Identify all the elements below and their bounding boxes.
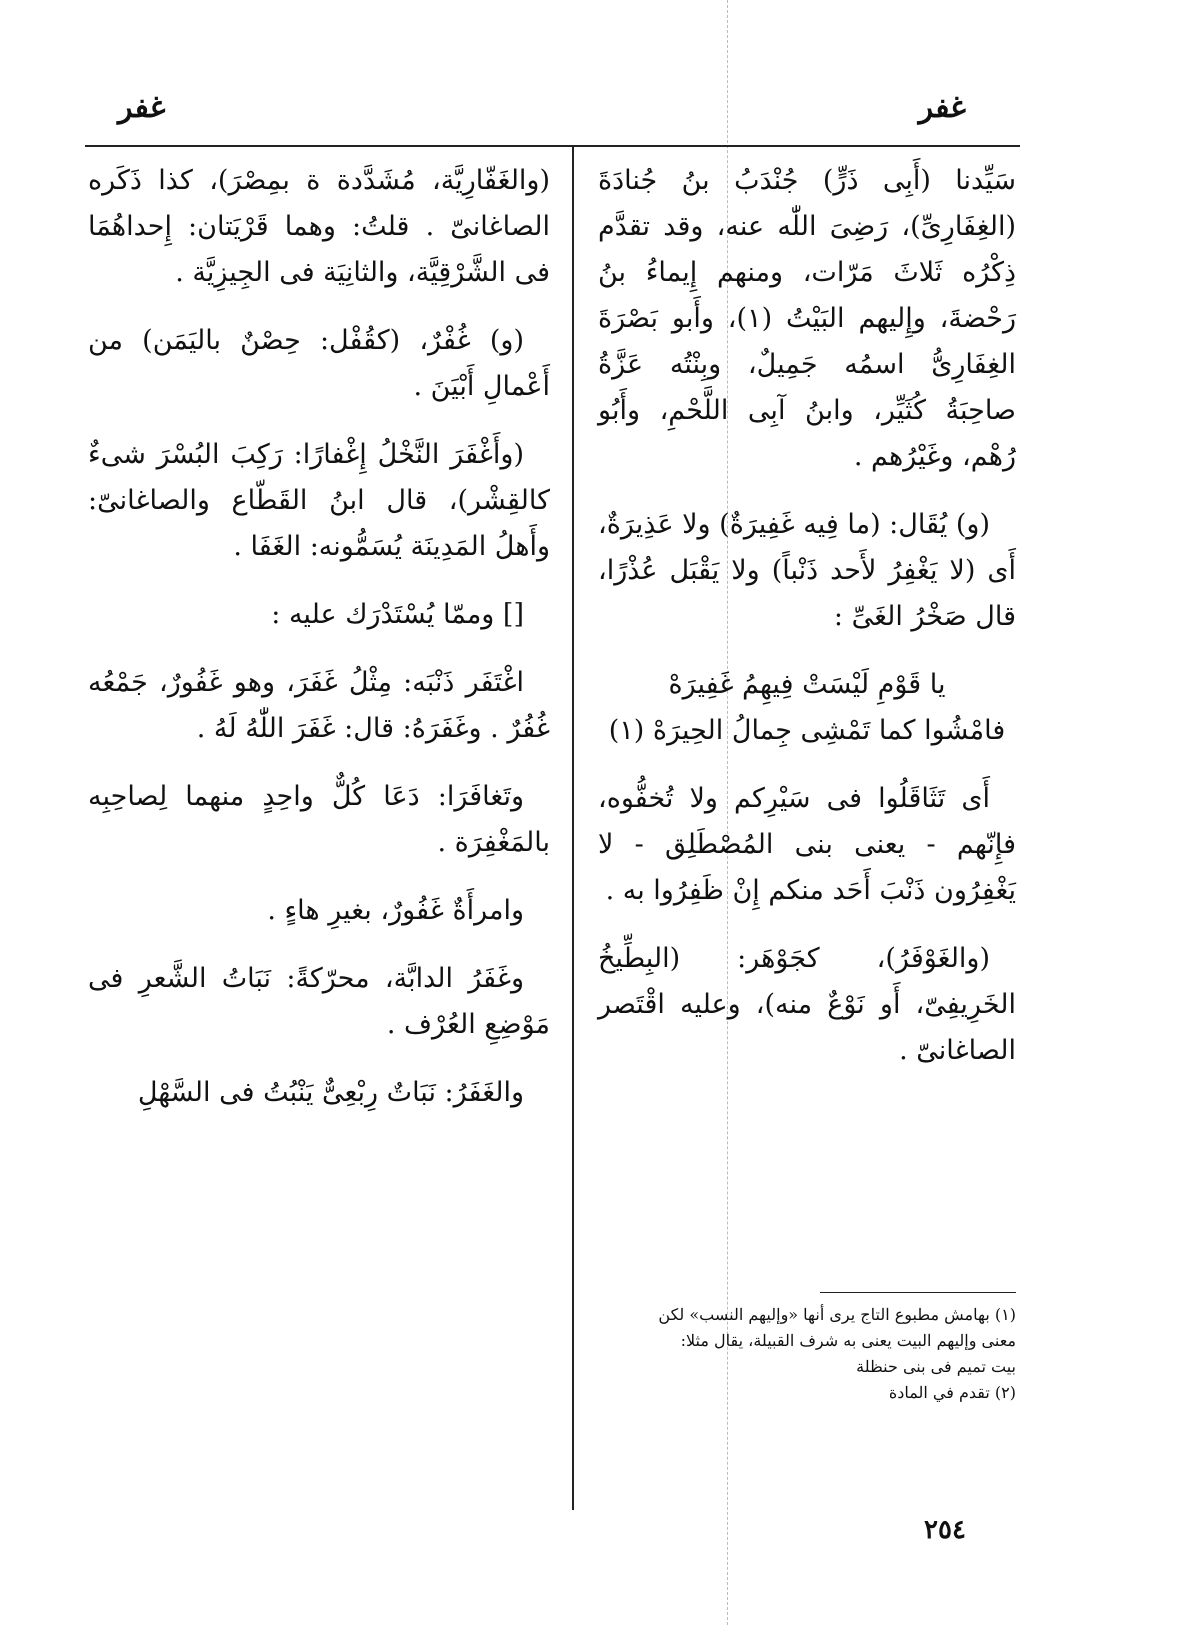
footnote-2: (٢) تقدم في المادة: [888, 1383, 1016, 1402]
footnote-rule: [820, 1292, 1016, 1293]
right-paragraph-1: سَيِّدنا (أَبِى ذَرٍّ) جُنْدَبُ بنُ جُنادَةَ (الغِفَارِىِّ)، رَضِىَ اللّٰه عنه، وقد تقدَّم ذِكْرُه ثَلاثَ مَرّات، ومنهم إِيماءُ بنُ رَحْضةَ، وإِليهم البَيْتُ (١)، وأَبو بَصْرَةَ الغِفَارِىُّ اسمُه جَمِيلٌ، وبِنْتُه عَزَّةُ صاحِبَةُ كُثَيِّر، وابنُ آبِى اللَّحْمِ، وأَبُو رُهْم، وغَيْرُهم .: [598, 165, 1017, 472]
left-paragraph-4: [] وممّا يُسْتَدْرَك عليه :: [271, 599, 524, 630]
left-paragraph-8: وغَفَرُ الدابَّة، محرّكةً: نَبَاتُ الشَّعرِ فى مَوْضِعِ العُرْف .: [88, 963, 550, 1040]
right-column: [598, 158, 1016, 1096]
footnotes: [598, 1302, 1016, 1406]
left-paragraph-1: (والغَفّارِيَّة، مُشَدَّدة ة بمِصْرَ)، كذا ذَكَره الصاغانىّ . قلتُ: وهما قَرْيَتان: إِحداهُمَا فى الشَّرْقِيَّة، والثانِيَة فى الجِيزِيَّة .: [88, 165, 550, 288]
running-header-right: غفر: [918, 90, 966, 125]
footnote-1-line-2: معنى وإليهم البيت يعنى به شرف القبيلة، يقال مثلا:: [680, 1331, 1016, 1350]
verse-line-1: يا قَوْمِ لَيْسَتْ فِيهِمُ غَفِيرَهْ: [668, 669, 946, 700]
running-header-left: غفر: [118, 90, 166, 125]
column-divider: [572, 147, 574, 1510]
left-paragraph-3: (وأَغْفَرَ النَّخْلُ إِغْفارًا: رَكِبَ البُسْرَ شىءٌ كالقِشْر)، قال ابنُ القَطّاع والصاغانىّ: وأَهلُ المَدِينَة يُسَمُّونه: الغَفَا .: [88, 439, 550, 562]
left-paragraph-9: والغَفَرُ: نَبَاتٌ رِبْعِىٌّ يَنْبُتُ فى السَّهْلِ: [137, 1077, 524, 1108]
page-number: ٢٥٤: [924, 1515, 966, 1545]
right-paragraph-3: أَى تَثَاقَلُوا فى سَيْرِكم ولا تُخفُّوه، فإِنّهم - يعنى بنى المُصْطَلِق - لا يَغْفِرُون ذَنْبَ أَحَد منكم إِنْ ظَفِرُوا به .: [598, 783, 1016, 906]
left-paragraph-6: وتَغافَرَا: دَعَا كُلٌّ واحِدٍ منهما لِصاحِبِه بالمَغْفِرَة .: [88, 781, 550, 858]
left-paragraph-2: (و) غُفْرٌ، (كقُفْل: حِصْنٌ باليَمَن) من أَعْمالِ أَبْيَنَ .: [88, 325, 550, 402]
right-paragraph-4: (والغَوْفَرُ)، كجَوْهَر: (البِطِّيخُ الخَرِيفِىّ، أَو نَوْعٌ منه)، وعليه اقْتَصر الصاغانىّ .: [598, 943, 1016, 1066]
left-paragraph-7: وامرأَةٌ غَفُورٌ، بغيرِ هاءٍ .: [267, 895, 524, 926]
left-paragraph-5: اغْتَفَر ذَنْبَه: مِثْلُ غَفَرَ، وهو غَفُورٌ، جَمْعُه غُفُرٌ . وغَفَرَهُ: قال: غَفَرَ اللّٰهُ لَهُ .: [88, 667, 550, 744]
left-column: [88, 158, 550, 1138]
footnote-1-line-1: (١) بهامش مطبوع التاج يرى أنها «وإليهم النسب» لكن: [658, 1305, 1016, 1324]
poem-verse: [598, 662, 1016, 754]
right-paragraph-2: (و) يُقَال: (ما فِيه غَفِيرَةٌ) ولا عَذِيرَةٌ، أَى (لا يَغْفِرُ لأَحد ذَنْباً) ولا يَقْبَل عُذْرًا، قال صَخْرُ الغَىِّ :: [598, 509, 1016, 632]
verse-line-2: فامْشُوا كما تَمْشِى جِمالُ الحِيرَهْ (١): [608, 715, 1006, 746]
header-rule: [85, 145, 1020, 147]
footnote-1-line-3: بيت تميم فى بنى حنظلة: [856, 1357, 1016, 1376]
